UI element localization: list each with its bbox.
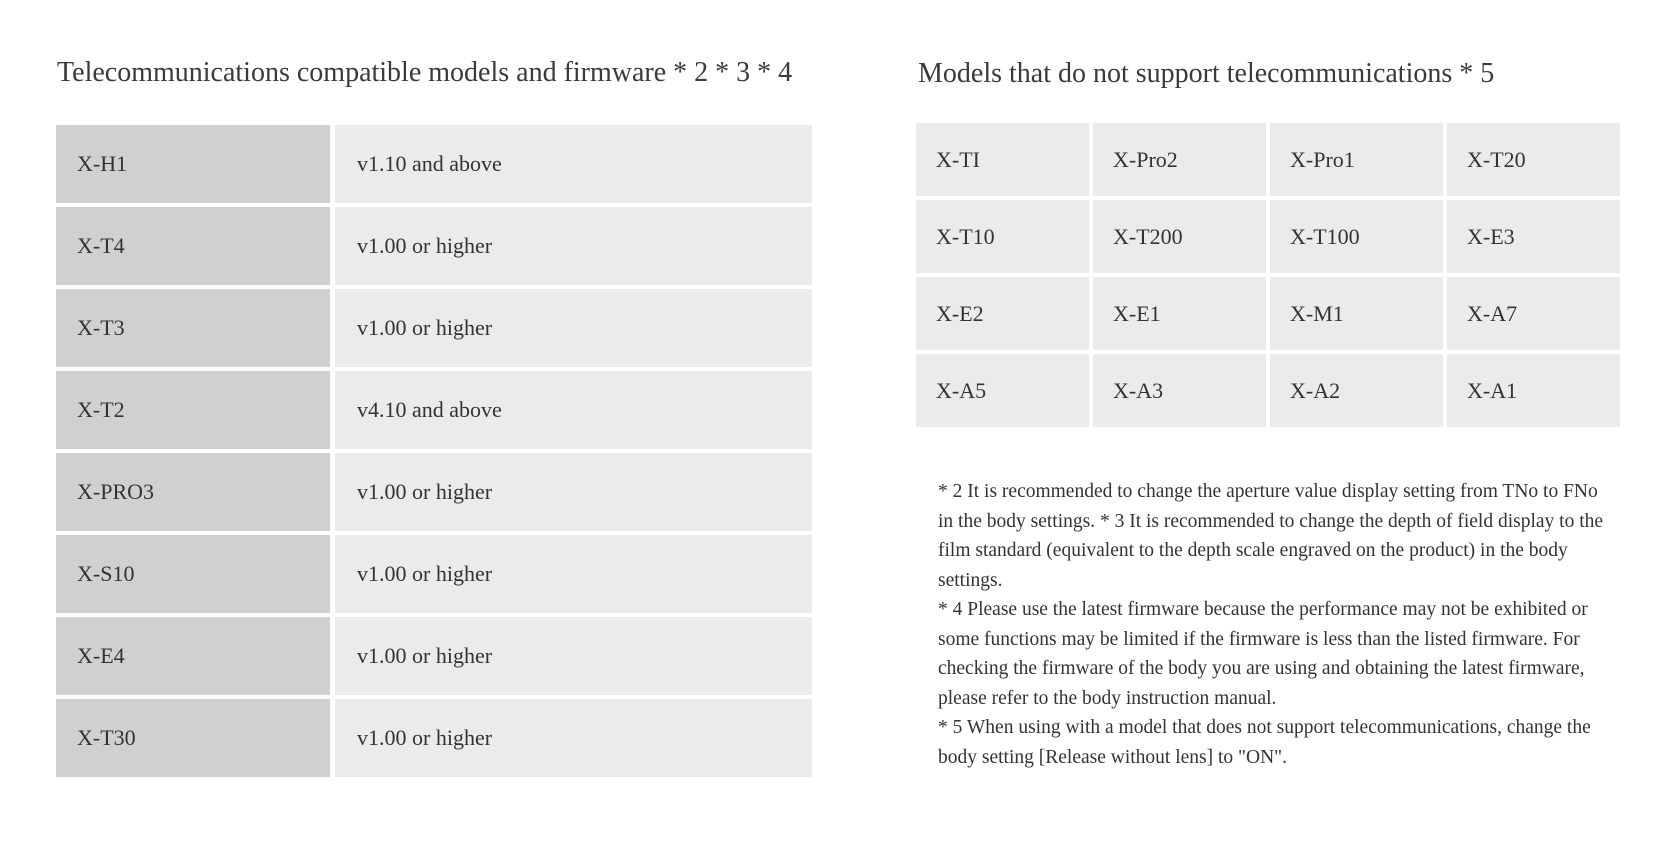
- unsupported-model-cell: X-Pro2: [1093, 123, 1266, 196]
- firmware-cell: v4.10 and above: [335, 371, 812, 449]
- unsupported-model-cell: X-T20: [1447, 123, 1620, 196]
- unsupported-model-cell: X-T100: [1270, 200, 1443, 273]
- unsupported-model-cell: X-E3: [1447, 200, 1620, 273]
- unsupported-models-title: Models that do not support telecommunications * 5: [918, 58, 1495, 89]
- unsupported-model-cell: X-A7: [1447, 277, 1620, 350]
- compatible-model-cell: X-H1: [56, 125, 330, 203]
- footnote-5: * 5 When using with a model that does not support telecommunications, change the body setting [Release without lens] to "ON".: [938, 717, 1591, 768]
- firmware-cell: v1.10 and above: [335, 125, 812, 203]
- footnote-2-3: * 2 It is recommended to change the aperture value display setting from TNo to FNo in the body settings. * 3 It is recommended to change the depth of field display to the film standard (equivalent to the depth scale engraved on the product) in the body settings.: [938, 481, 1604, 591]
- firmware-cell: v1.00 or higher: [335, 289, 812, 367]
- unsupported-model-cell: X-E1: [1093, 277, 1266, 350]
- firmware-cell: v1.00 or higher: [335, 617, 812, 695]
- unsupported-model-cell: X-A1: [1447, 354, 1620, 427]
- unsupported-model-cell: X-A2: [1270, 354, 1443, 427]
- unsupported-models-grid: [916, 123, 1622, 427]
- footnote-4: * 4 Please use the latest firmware because the performance may not be exhibited or some functions may be limited if the firmware is less than the listed firmware. For checking the firmware of the body you are using and obtaining the latest firmware, please refer to the body instruction manual.: [938, 599, 1588, 709]
- unsupported-model-cell: X-Pro1: [1270, 123, 1443, 196]
- unsupported-model-cell: X-T200: [1093, 200, 1266, 273]
- unsupported-model-cell: X-A3: [1093, 354, 1266, 427]
- firmware-cell: v1.00 or higher: [335, 535, 812, 613]
- firmware-cell: v1.00 or higher: [335, 453, 812, 531]
- compatible-models-table: [56, 125, 812, 777]
- compatible-model-cell: X-S10: [56, 535, 330, 613]
- unsupported-model-cell: X-E2: [916, 277, 1089, 350]
- unsupported-model-cell: X-TI: [916, 123, 1089, 196]
- unsupported-model-cell: X-M1: [1270, 277, 1443, 350]
- compatible-model-cell: X-T4: [56, 207, 330, 285]
- compatible-model-cell: X-T2: [56, 371, 330, 449]
- compatible-model-cell: X-T3: [56, 289, 330, 367]
- firmware-cell: v1.00 or higher: [335, 699, 812, 777]
- compatible-model-cell: X-PRO3: [56, 453, 330, 531]
- compatible-model-cell: X-T30: [56, 699, 330, 777]
- unsupported-model-cell: X-A5: [916, 354, 1089, 427]
- unsupported-model-cell: X-T10: [916, 200, 1089, 273]
- footnotes: [938, 477, 1608, 772]
- firmware-cell: v1.00 or higher: [335, 207, 812, 285]
- compatible-models-title: Telecommunications compatible models and firmware * 2 * 3 * 4: [57, 57, 793, 88]
- compatible-model-cell: X-E4: [56, 617, 330, 695]
